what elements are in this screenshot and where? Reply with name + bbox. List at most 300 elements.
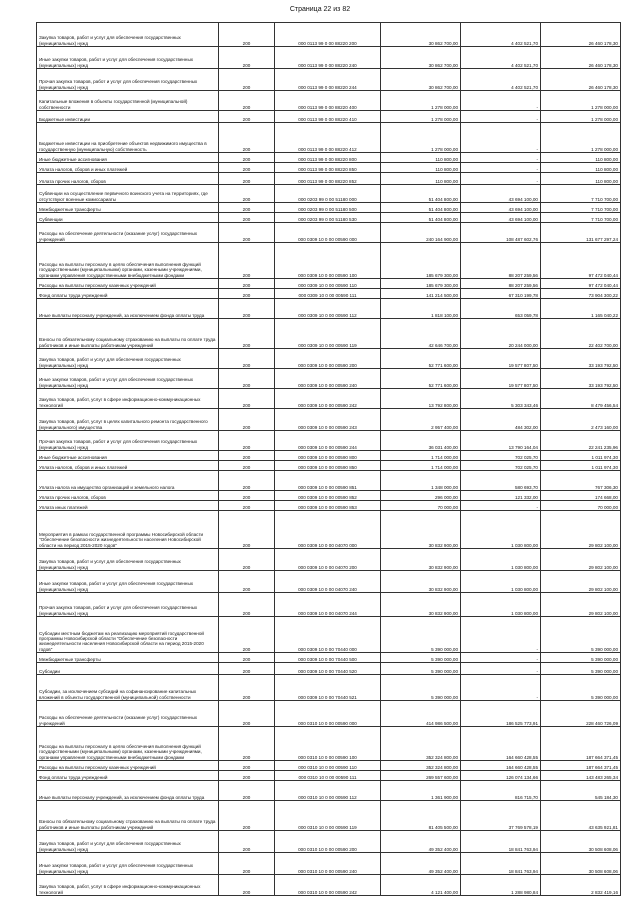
table-row: [37, 451, 621, 461]
row-executed: -: [461, 663, 541, 675]
table-row: [37, 223, 621, 243]
row-name: Бюджетные инвестиции на приобретение объектов недвижимого имущества в государственную (муниципальную) собственность: [37, 123, 219, 153]
row-planned: 5 390 000,00: [381, 617, 461, 653]
row-budget-code: 000 0113 99 0 00 88220 852: [275, 173, 381, 185]
row-name: Иные закупки товаров, работ и услуг для обеспечения государственных (муниципальных) нужд: [37, 47, 219, 69]
row-admin-code: 200: [219, 549, 275, 571]
row-remaining: 26 460 178,30: [541, 69, 621, 91]
row-remaining: 228 460 726,09: [541, 701, 621, 727]
row-name: Иные закупки товаров, работ и услуг для обеспечения государственных (муниципальных) нужд: [37, 853, 219, 875]
row-planned: 30 862 700,00: [381, 47, 461, 69]
row-executed: 19 577 807,50: [461, 369, 541, 389]
row-budget-code: 000 0310 10 0 00 00590 242: [275, 875, 381, 896]
row-budget-code: 000 0310 10 0 00 00590 100: [275, 727, 381, 761]
row-planned: 1 278 000,00: [381, 91, 461, 111]
row-executed: 126 074 134,66: [461, 771, 541, 781]
row-admin-code: 200: [219, 223, 275, 243]
row-remaining: 30 508 608,06: [541, 831, 621, 853]
row-executed: -: [461, 653, 541, 663]
table-row: [37, 243, 621, 279]
row-planned: 1 818 100,00: [381, 299, 461, 319]
table-row: [37, 491, 621, 501]
table-row: [37, 653, 621, 663]
row-admin-code: 200: [219, 451, 275, 461]
row-planned: 30 862 700,00: [381, 23, 461, 47]
row-budget-code: 000 0309 10 0 00 00590 851: [275, 471, 381, 491]
table-row: [37, 701, 621, 727]
row-remaining: 1 278 000,00: [541, 111, 621, 123]
row-remaining: 22 402 700,00: [541, 319, 621, 349]
row-remaining: 7 710 700,00: [541, 185, 621, 203]
row-name: Иные бюджетные ассигнования: [37, 153, 219, 163]
row-name: Субвенции на осуществление первичного воинского учета на территориях, где отсутствуют военные комиссариаты: [37, 185, 219, 203]
row-name: Закупка товаров, работ и услуг для обеспечения государственных (муниципальных) нужд: [37, 831, 219, 853]
row-name: Бюджетные инвестиции: [37, 111, 219, 123]
row-remaining: 1 165 040,22: [541, 299, 621, 319]
row-name: Закупка товаров, работ, услуг в сфере информационно-коммуникационных технологий: [37, 389, 219, 409]
row-remaining: 97 472 040,44: [541, 243, 621, 279]
table-row: [37, 771, 621, 781]
row-name: Закупка товаров, работ и услуг для обеспечения государственных (муниципальных) нужд: [37, 349, 219, 369]
row-budget-code: 000 0309 10 0 00 04070 200: [275, 549, 381, 571]
row-admin-code: 200: [219, 69, 275, 91]
row-budget-code: 000 0309 10 0 00 04070 244: [275, 593, 381, 617]
row-remaining: 29 802 100,00: [541, 549, 621, 571]
row-budget-code: 000 0309 10 0 00 00590 850: [275, 461, 381, 471]
row-budget-code: 000 0113 99 0 00 88220 850: [275, 163, 381, 173]
table-row: [37, 471, 621, 491]
row-admin-code: 200: [219, 91, 275, 111]
table-row: [37, 349, 621, 369]
row-budget-code: 000 0309 10 0 00 00590 852: [275, 491, 381, 501]
row-budget-code: 000 0113 99 0 00 88220 412: [275, 123, 381, 153]
row-budget-code: 000 0203 99 0 00 51180 000: [275, 185, 381, 203]
row-remaining: 5 390 000,00: [541, 617, 621, 653]
row-executed: 816 715,70: [461, 781, 541, 801]
row-remaining: 33 193 792,50: [541, 349, 621, 369]
row-planned: 51 404 800,00: [381, 213, 461, 223]
table-row: [37, 511, 621, 549]
row-planned: 414 986 500,00: [381, 701, 461, 727]
row-planned: 1 361 900,00: [381, 781, 461, 801]
row-planned: 49 352 400,00: [381, 853, 461, 875]
row-executed: 1 030 800,00: [461, 549, 541, 571]
row-admin-code: 200: [219, 593, 275, 617]
row-admin-code: 200: [219, 491, 275, 501]
row-admin-code: 200: [219, 875, 275, 896]
row-executed: 484 302,00: [461, 409, 541, 431]
table-row: [37, 761, 621, 771]
row-executed: 108 487 602,76: [461, 223, 541, 243]
table-row: [37, 319, 621, 349]
row-admin-code: 200: [219, 409, 275, 431]
row-budget-code: 000 0310 10 0 00 00590 111: [275, 771, 381, 781]
row-name: Субвенции: [37, 213, 219, 223]
row-planned: 51 404 800,00: [381, 185, 461, 203]
row-executed: 186 525 773,91: [461, 701, 541, 727]
table-row: [37, 663, 621, 675]
row-budget-code: 000 0113 99 0 00 88220 200: [275, 23, 381, 47]
row-planned: 2 957 400,00: [381, 409, 461, 431]
row-remaining: 29 802 100,00: [541, 571, 621, 593]
row-name: Капитальные вложения в объекты государственной (муниципальной) собственности: [37, 91, 219, 111]
row-planned: 352 324 800,00: [381, 727, 461, 761]
row-admin-code: 200: [219, 123, 275, 153]
row-budget-code: 000 0309 10 0 00 70440 520: [275, 663, 381, 675]
table-row: [37, 289, 621, 299]
row-admin-code: 200: [219, 47, 275, 69]
row-planned: 240 164 900,00: [381, 223, 461, 243]
row-remaining: 110 800,00: [541, 163, 621, 173]
row-planned: 1 278 000,00: [381, 123, 461, 153]
row-executed: 19 577 807,50: [461, 349, 541, 369]
row-name: Закупка товаров, работ, услуг в сфере информационно-коммуникационных технологий: [37, 875, 219, 896]
row-name: Иные бюджетные ассигнования: [37, 451, 219, 461]
row-remaining: 2 473 160,00: [541, 409, 621, 431]
row-admin-code: 200: [219, 831, 275, 853]
row-remaining: 97 472 040,44: [541, 279, 621, 289]
row-budget-code: 000 0113 99 0 00 88220 400: [275, 91, 381, 111]
table-row: [37, 781, 621, 801]
table-row: [37, 801, 621, 831]
row-name: Взносы по обязательному социальному страхованию на выплаты по оплате труда работников и иные выплаты работникам учреждений: [37, 801, 219, 831]
row-planned: 52 771 600,00: [381, 349, 461, 369]
row-name: Уплата иных платежей: [37, 501, 219, 511]
row-planned: 1 278 000,00: [381, 111, 461, 123]
row-planned: 52 771 600,00: [381, 369, 461, 389]
row-budget-code: 000 0309 10 0 00 00590 200: [275, 349, 381, 369]
row-executed: 4 402 521,70: [461, 23, 541, 47]
row-admin-code: 200: [219, 571, 275, 593]
row-planned: 49 352 400,00: [381, 831, 461, 853]
row-executed: -: [461, 111, 541, 123]
row-executed: -: [461, 675, 541, 701]
row-admin-code: 200: [219, 243, 275, 279]
row-budget-code: 000 0309 10 0 00 00590 243: [275, 409, 381, 431]
row-planned: 110 800,00: [381, 153, 461, 163]
row-admin-code: 200: [219, 461, 275, 471]
row-admin-code: 200: [219, 663, 275, 675]
row-name: Закупка товаров, работ и услуг для обеспечения государственных (муниципальных) нужд: [37, 549, 219, 571]
row-admin-code: 200: [219, 853, 275, 875]
row-name: Субсидии местным бюджетам на реализацию мероприятий государственной программы Новосибирской области "Обеспечение безопасности жизнедеятельности населения Новосибирской области на период 2015-2020 годов": [37, 617, 219, 653]
row-admin-code: 200: [219, 369, 275, 389]
row-planned: 30 832 900,00: [381, 571, 461, 593]
row-name: Мероприятия в рамках государственной программы Новосибирской области "Обеспечение безопасности жизнедеятельности населения Новосибирской области на период 2015-2020 годов": [37, 511, 219, 549]
row-budget-code: 000 0310 10 0 00 00590 200: [275, 831, 381, 853]
row-budget-code: 000 0113 99 0 00 88220 244: [275, 69, 381, 91]
row-executed: 1 288 980,84: [461, 875, 541, 896]
row-admin-code: 200: [219, 111, 275, 123]
row-executed: 164 660 428,55: [461, 727, 541, 761]
row-planned: 4 121 400,00: [381, 875, 461, 896]
row-name: Закупка товаров, работ, услуг в целях капитального ремонта государственного (муниципального) имущества: [37, 409, 219, 431]
row-name: Расходы на выплаты персоналу казенных учреждений: [37, 761, 219, 771]
row-remaining: 5 390 000,00: [541, 653, 621, 663]
row-name: Расходы на выплаты персоналу в целях обеспечения выполнения функций государственными (муниципальными) органами, казенными учреждениями, органами управления государственными внебюджетными фондами: [37, 243, 219, 279]
row-planned: 110 800,00: [381, 173, 461, 185]
row-planned: 51 404 800,00: [381, 203, 461, 213]
table-row: [37, 123, 621, 153]
row-name: Взносы по обязательному социальному страхованию на выплаты по оплате труда работников и иные выплаты работникам учреждений: [37, 319, 219, 349]
row-remaining: 73 904 300,22: [541, 289, 621, 299]
row-executed: 67 310 199,78: [461, 289, 541, 299]
row-planned: 30 832 900,00: [381, 549, 461, 571]
row-admin-code: 200: [219, 153, 275, 163]
row-admin-code: 200: [219, 727, 275, 761]
row-name: Уплата налога на имущество организаций и земельного налога: [37, 471, 219, 491]
row-budget-code: 000 0309 10 0 00 70440 500: [275, 653, 381, 663]
table-row: [37, 173, 621, 185]
row-planned: 36 031 400,00: [381, 431, 461, 451]
row-budget-code: 000 0309 10 0 00 00590 800: [275, 451, 381, 461]
table-row: [37, 213, 621, 223]
row-admin-code: 200: [219, 173, 275, 185]
row-name: Уплата прочих налогов, сборов: [37, 173, 219, 185]
row-executed: 580 693,70: [461, 471, 541, 491]
row-name: Закупка товаров, работ и услуг для обеспечения государственных (муниципальных) нужд: [37, 23, 219, 47]
table-row: [37, 549, 621, 571]
row-executed: -: [461, 617, 541, 653]
row-budget-code: 000 0113 99 0 00 88220 800: [275, 153, 381, 163]
row-remaining: 5 390 000,00: [541, 663, 621, 675]
row-executed: 43 694 100,00: [461, 213, 541, 223]
row-remaining: 26 460 178,30: [541, 23, 621, 47]
table-row: [37, 23, 621, 47]
row-planned: 70 000,00: [381, 501, 461, 511]
row-budget-code: 000 0309 10 0 00 00590 240: [275, 369, 381, 389]
row-planned: 1 714 000,00: [381, 451, 461, 461]
table-row: [37, 369, 621, 389]
row-planned: 185 679 300,00: [381, 243, 461, 279]
row-budget-code: 000 0310 10 0 00 00590 000: [275, 701, 381, 727]
row-planned: 81 405 500,00: [381, 801, 461, 831]
row-executed: 1 030 800,00: [461, 571, 541, 593]
row-planned: 1 348 000,00: [381, 471, 461, 491]
row-planned: 296 000,00: [381, 491, 461, 501]
row-admin-code: 200: [219, 163, 275, 173]
row-planned: 5 390 000,00: [381, 675, 461, 701]
row-budget-code: 000 0310 10 0 00 00590 110: [275, 761, 381, 771]
row-remaining: 7 710 700,00: [541, 213, 621, 223]
row-budget-code: 000 0113 99 0 00 88220 410: [275, 111, 381, 123]
row-planned: 42 646 700,00: [381, 319, 461, 349]
row-admin-code: 200: [219, 761, 275, 771]
row-budget-code: 000 0310 10 0 00 00590 112: [275, 781, 381, 801]
row-planned: 110 800,00: [381, 163, 461, 173]
row-name: Межбюджетные трансферты: [37, 203, 219, 213]
row-budget-code: 000 0309 10 0 00 00590 110: [275, 279, 381, 289]
row-budget-code: 000 0309 10 0 00 00590 119: [275, 319, 381, 349]
row-planned: 269 557 600,00: [381, 771, 461, 781]
row-name: Прочая закупка товаров, работ и услуг для обеспечения государственных (муниципальных) нужд: [37, 431, 219, 451]
row-name: Расходы на выплаты персоналу казенных учреждений: [37, 279, 219, 289]
row-name: Уплата налогов, сборов и иных платежей: [37, 163, 219, 173]
row-remaining: 1 011 974,30: [541, 451, 621, 461]
row-budget-code: 000 0309 10 0 00 00590 111: [275, 289, 381, 299]
row-admin-code: 200: [219, 431, 275, 451]
row-admin-code: 200: [219, 23, 275, 47]
row-remaining: 7 710 700,00: [541, 203, 621, 213]
row-remaining: 1 011 974,30: [541, 461, 621, 471]
row-budget-code: 000 0309 10 0 00 04070 240: [275, 571, 381, 593]
row-executed: 5 303 343,46: [461, 389, 541, 409]
row-executed: -: [461, 91, 541, 111]
row-admin-code: 200: [219, 511, 275, 549]
row-executed: 18 841 763,94: [461, 853, 541, 875]
table-row: [37, 69, 621, 91]
row-executed: 88 207 259,56: [461, 243, 541, 279]
row-admin-code: 200: [219, 289, 275, 299]
page-header: Страница 22 из 82: [289, 6, 351, 13]
row-budget-code: 000 0310 10 0 00 00590 119: [275, 801, 381, 831]
row-executed: 43 694 100,00: [461, 203, 541, 213]
row-name: Иные закупки товаров, работ и услуг для обеспечения государственных (муниципальных) нужд: [37, 571, 219, 593]
row-budget-code: 000 0309 10 0 00 04070 000: [275, 511, 381, 549]
row-admin-code: 200: [219, 781, 275, 801]
row-planned: 30 832 900,00: [381, 511, 461, 549]
row-admin-code: 200: [219, 213, 275, 223]
row-name: Расходы на обеспечение деятельности (оказание услуг) государственных учреждений: [37, 701, 219, 727]
row-planned: 5 390 000,00: [381, 653, 461, 663]
row-admin-code: 200: [219, 653, 275, 663]
row-budget-code: 000 0309 10 0 00 00590 242: [275, 389, 381, 409]
table-row: [37, 153, 621, 163]
row-budget-code: 000 0309 10 0 00 00590 100: [275, 243, 381, 279]
row-executed: -: [461, 163, 541, 173]
table-row: [37, 47, 621, 69]
table-row: [37, 461, 621, 471]
row-executed: 702 025,70: [461, 461, 541, 471]
row-executed: 88 207 259,56: [461, 279, 541, 289]
row-name: Уплата налогов, сборов и иных платежей: [37, 461, 219, 471]
row-executed: 4 402 521,70: [461, 47, 541, 69]
row-executed: 37 769 578,19: [461, 801, 541, 831]
row-admin-code: 200: [219, 701, 275, 727]
row-name: Расходы на выплаты персоналу в целях обеспечения выполнения функций государственными (муниципальными) органами, казенными учреждениями, органами управления государственными внебюджетными фондами: [37, 727, 219, 761]
row-remaining: 131 677 297,24: [541, 223, 621, 243]
row-admin-code: 200: [219, 349, 275, 369]
row-executed: 18 841 763,94: [461, 831, 541, 853]
table-row: [37, 675, 621, 701]
row-remaining: 8 479 456,54: [541, 389, 621, 409]
row-remaining: 187 664 371,45: [541, 761, 621, 771]
row-planned: 5 390 000,00: [381, 663, 461, 675]
table-row: [37, 571, 621, 593]
row-remaining: 22 241 235,96: [541, 431, 621, 451]
row-executed: 121 332,00: [461, 491, 541, 501]
table-row: [37, 831, 621, 853]
row-executed: -: [461, 173, 541, 185]
row-budget-code: 000 0203 99 0 00 51180 500: [275, 203, 381, 213]
row-budget-code: 000 0309 10 0 00 00590 244: [275, 431, 381, 451]
row-name: Прочая закупка товаров, работ и услуг для обеспечения государственных (муниципальных) нужд: [37, 593, 219, 617]
row-planned: 13 792 800,00: [381, 389, 461, 409]
row-admin-code: 200: [219, 471, 275, 491]
row-admin-code: 200: [219, 617, 275, 653]
row-name: Субсидии, за исключением субсидий на софинансирование капитальных вложений в объекты государственной (муниципальной) собственности: [37, 675, 219, 701]
table-row: [37, 853, 621, 875]
row-remaining: 1 278 000,00: [541, 123, 621, 153]
row-admin-code: 200: [219, 203, 275, 213]
row-planned: 30 832 900,00: [381, 593, 461, 617]
row-remaining: 29 802 100,00: [541, 593, 621, 617]
table-row: [37, 163, 621, 173]
table-body: [37, 23, 621, 896]
row-remaining: 43 635 921,81: [541, 801, 621, 831]
row-remaining: 187 664 371,45: [541, 727, 621, 761]
row-admin-code: 200: [219, 801, 275, 831]
row-remaining: 70 000,00: [541, 501, 621, 511]
row-remaining: 767 306,30: [541, 471, 621, 491]
row-executed: 653 059,78: [461, 299, 541, 319]
row-admin-code: 200: [219, 771, 275, 781]
table-row: [37, 111, 621, 123]
row-remaining: 29 802 100,00: [541, 511, 621, 549]
row-budget-code: 000 0309 10 0 00 00590 853: [275, 501, 381, 511]
table-row: [37, 91, 621, 111]
row-executed: 13 790 164,04: [461, 431, 541, 451]
table-row: [37, 593, 621, 617]
table-row: [37, 501, 621, 511]
row-planned: 30 862 700,00: [381, 69, 461, 91]
row-name: Расходы на обеспечение деятельности (оказание услуг) государственных учреждений: [37, 223, 219, 243]
row-remaining: 143 483 265,34: [541, 771, 621, 781]
row-budget-code: 000 0309 10 0 00 70440 521: [275, 675, 381, 701]
row-name: Прочая закупка товаров, работ и услуг для обеспечения государственных (муниципальных) нужд: [37, 69, 219, 91]
row-name: Иные выплаты персоналу учреждений, за исключением фонда оплаты труда: [37, 299, 219, 319]
row-executed: 164 660 428,55: [461, 761, 541, 771]
row-remaining: 5 390 000,00: [541, 675, 621, 701]
row-planned: 1 714 000,00: [381, 461, 461, 471]
budget-table: [36, 22, 621, 896]
table-row: [37, 185, 621, 203]
table-row: [37, 299, 621, 319]
row-remaining: 2 832 419,16: [541, 875, 621, 896]
table-row: [37, 279, 621, 289]
row-budget-code: 000 0309 10 0 00 00590 000: [275, 223, 381, 243]
table-row: [37, 203, 621, 213]
row-remaining: 545 184,30: [541, 781, 621, 801]
row-admin-code: 200: [219, 675, 275, 701]
row-budget-code: 000 0203 99 0 00 51180 530: [275, 213, 381, 223]
table-row: [37, 409, 621, 431]
table-row: [37, 431, 621, 451]
row-admin-code: 200: [219, 185, 275, 203]
row-name: Межбюджетные трансферты: [37, 653, 219, 663]
row-name: Уплата прочих налогов, сборов: [37, 491, 219, 501]
row-remaining: 110 800,00: [541, 153, 621, 163]
row-admin-code: 200: [219, 299, 275, 319]
row-admin-code: 200: [219, 501, 275, 511]
row-executed: -: [461, 501, 541, 511]
table-row: [37, 875, 621, 896]
row-name: Субсидии: [37, 663, 219, 675]
row-executed: 43 694 100,00: [461, 185, 541, 203]
row-remaining: 174 668,00: [541, 491, 621, 501]
row-remaining: 1 278 000,00: [541, 91, 621, 111]
row-remaining: 33 193 792,50: [541, 369, 621, 389]
row-admin-code: 200: [219, 319, 275, 349]
row-executed: 20 244 000,00: [461, 319, 541, 349]
row-name: Фонд оплаты труда учреждений: [37, 289, 219, 299]
row-name: Иные закупки товаров, работ и услуг для обеспечения государственных (муниципальных) нужд: [37, 369, 219, 389]
row-admin-code: 200: [219, 389, 275, 409]
row-remaining: 26 460 178,30: [541, 47, 621, 69]
row-executed: 4 402 521,70: [461, 69, 541, 91]
row-planned: 352 324 800,00: [381, 761, 461, 771]
row-executed: 702 025,70: [461, 451, 541, 461]
